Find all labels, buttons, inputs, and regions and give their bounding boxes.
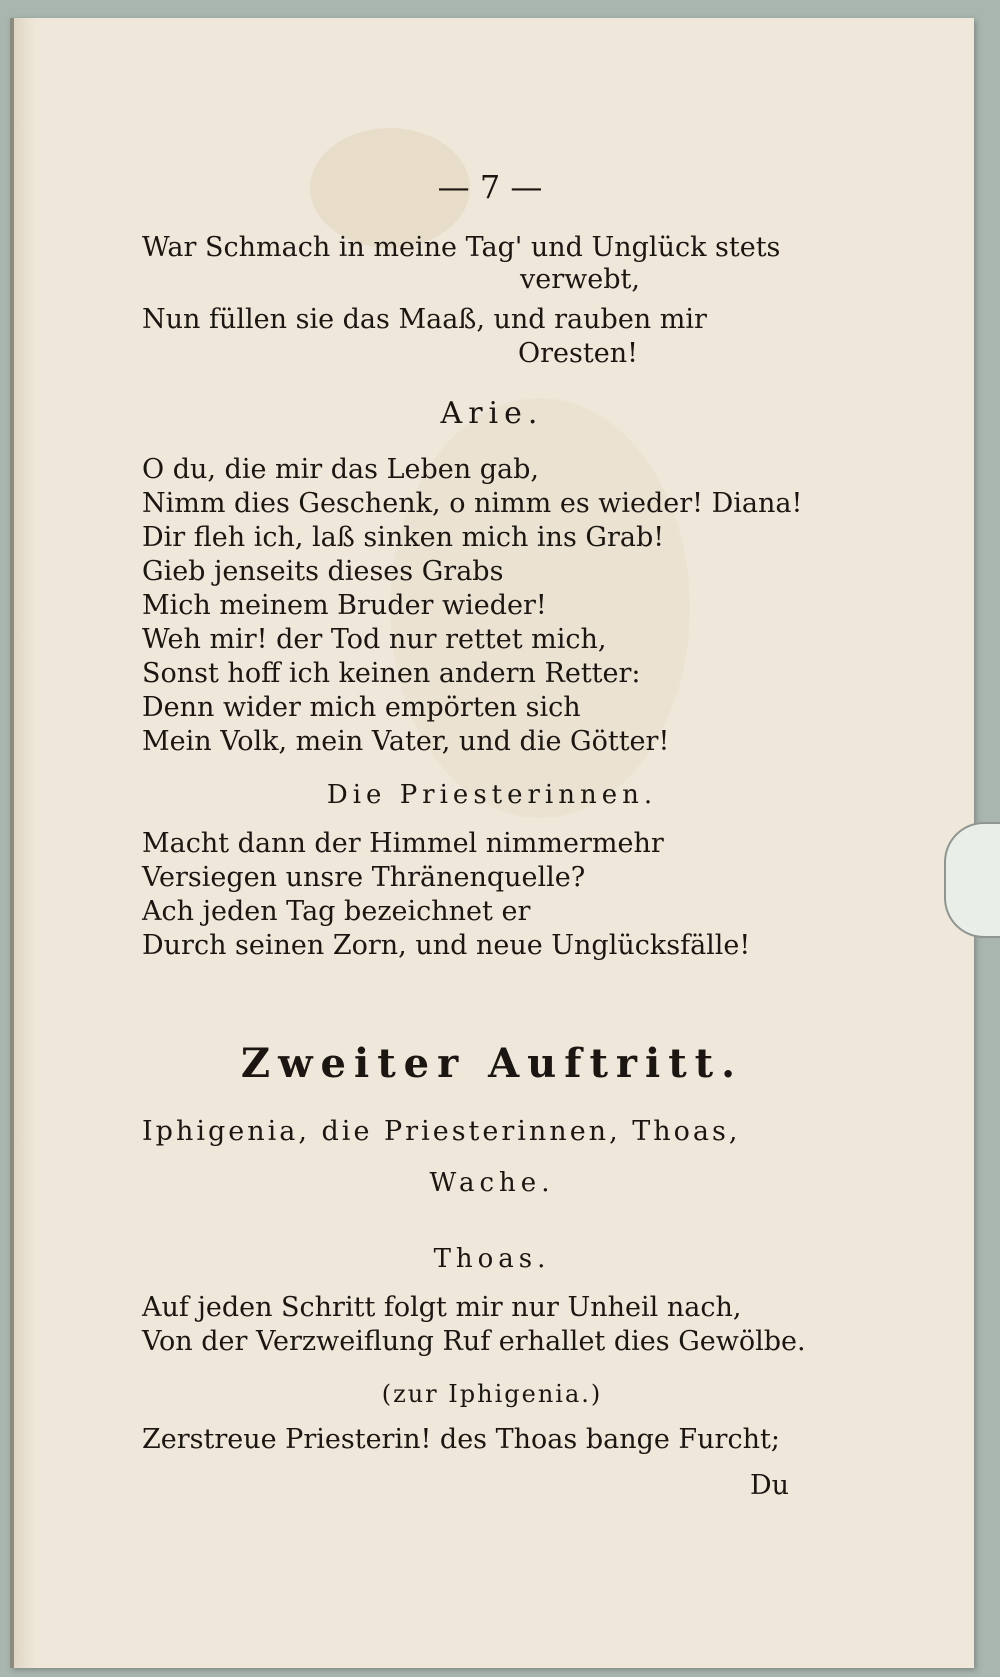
- priestesses-line: Ach jeden Tag bezeichnet er: [142, 896, 531, 927]
- book-page: [10, 18, 974, 1668]
- priestesses-line: Macht dann der Himmel nimmermehr: [142, 828, 664, 859]
- catchword: Du: [750, 1470, 790, 1501]
- thoas-line: Auf jeden Schritt folgt mir nur Unheil nach,: [142, 1292, 742, 1323]
- binding-edge: [10, 18, 14, 1668]
- aria-line: Mein Volk, mein Vater, und die Götter!: [142, 726, 670, 757]
- text-line: War Schmach in meine Tag' und Unglück stets: [142, 232, 781, 263]
- scene-heading: Zweiter Auftritt.: [240, 1040, 744, 1087]
- cast-list: Iphigenia, die Priesterinnen, Thoas,: [142, 1116, 741, 1147]
- aria-line: Mich meinem Bruder wieder!: [142, 590, 547, 621]
- stage-direction: (zur Iphigenia.): [381, 1380, 603, 1408]
- aria-line: O du, die mir das Leben gab,: [142, 454, 539, 485]
- cast-list-continued: Wache.: [429, 1168, 555, 1198]
- speaker-thoas: Thoas.: [433, 1244, 551, 1274]
- aria-line: Nimm dies Geschenk, o nimm es wieder! Diana!: [142, 488, 803, 519]
- text-line: verwebt,: [520, 264, 640, 295]
- aria-heading: Arie.: [440, 396, 544, 431]
- page-number: — 7 —: [437, 168, 543, 206]
- thoas-line: Von der Verzweiflung Ruf erhallet dies Gewölbe.: [142, 1326, 806, 1357]
- priestesses-line: Versiegen unsre Thränenquelle?: [142, 862, 586, 893]
- thoas-line: Zerstreue Priesterin! des Thoas bange Furcht;: [142, 1424, 780, 1455]
- aria-line: Weh mir! der Tod nur rettet mich,: [142, 624, 607, 655]
- text-line: Nun füllen sie das Maaß, und rauben mir: [142, 304, 707, 335]
- page-tab-marker: [944, 822, 1000, 938]
- speaker-priestesses: Die Priesterinnen.: [326, 780, 658, 810]
- text-line: Oresten!: [518, 338, 638, 369]
- aria-line: Gieb jenseits dieses Grabs: [142, 556, 504, 587]
- aria-line: Dir fleh ich, laß sinken mich ins Grab!: [142, 522, 665, 553]
- aria-line: Sonst hoff ich keinen andern Retter:: [142, 658, 641, 689]
- priestesses-line: Durch seinen Zorn, und neue Unglücksfälle!: [142, 930, 751, 961]
- aria-line: Denn wider mich empörten sich: [142, 692, 581, 723]
